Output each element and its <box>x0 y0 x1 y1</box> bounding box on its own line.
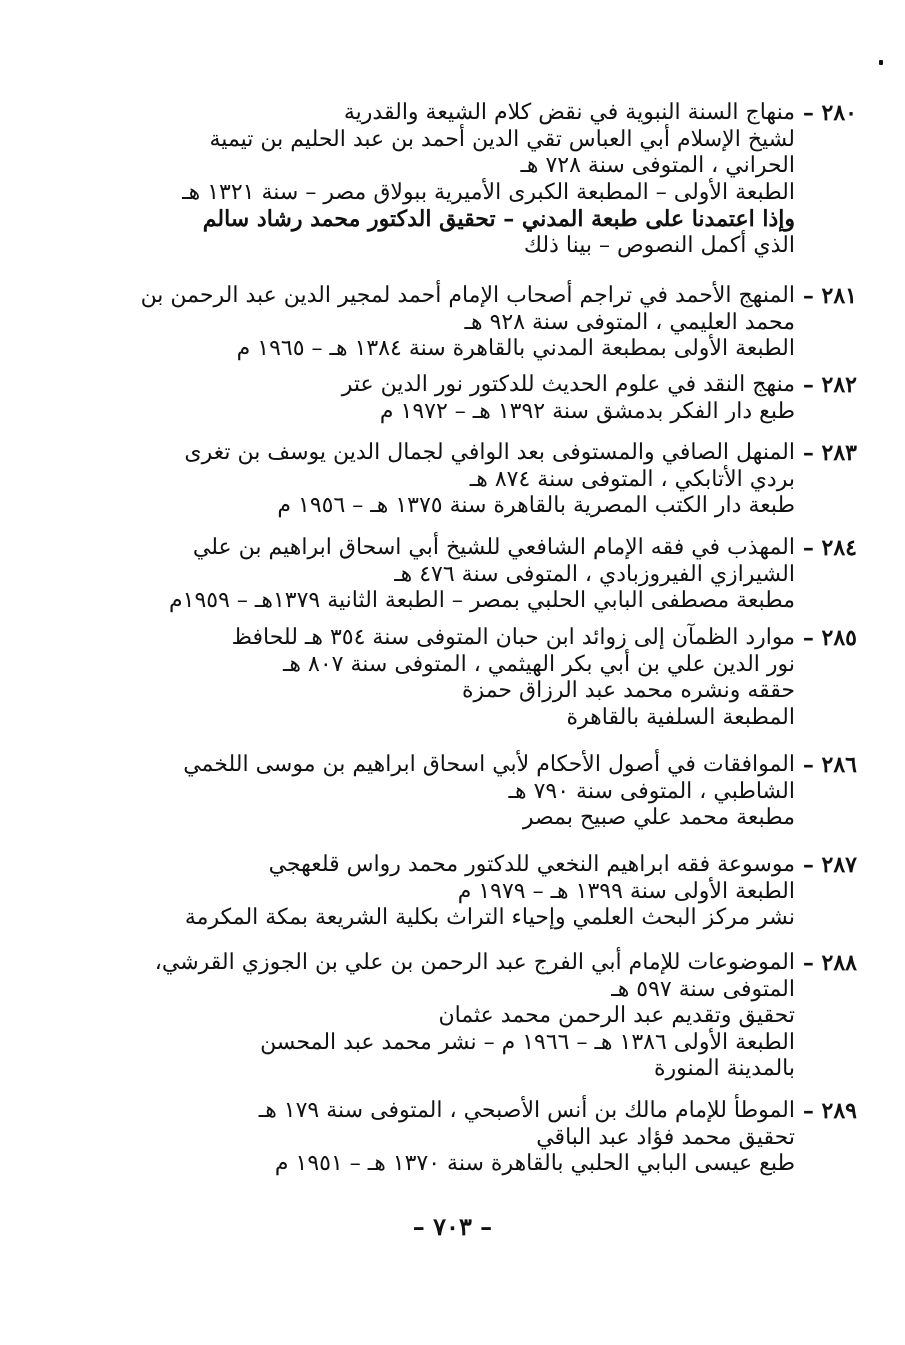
entry-line: طبع دار الفكر بدمشق سنة ١٣٩٢ هـ – ١٩٧٢ م <box>379 398 795 424</box>
bibliography-entry-284 <box>105 535 857 615</box>
entry-line: الطبعة الأولى ١٣٨٦ هـ – ١٩٦٦ م – نشر محمد عبد المحسن <box>260 1029 795 1055</box>
entry-line: نشر مركز البحث العلمي وإحياء التراث بكلية الشريعة بمكة المكرمة <box>184 905 795 930</box>
entry-number: ٢٨٥ – <box>802 625 857 651</box>
bibliography-entry-287 <box>105 852 857 932</box>
entry-line: تحقيق وتقديم عبد الرحمن محمد عثمان <box>438 1003 795 1028</box>
entry-line: المطبعة السلفية بالقاهرة <box>566 704 795 730</box>
entry-line: الذي أكمل النصوص – بينا ذلك <box>523 232 795 258</box>
entry-line: لشيخ الإسلام أبي العباس تقي الدين أحمد بن عبد الحليم بن تيمية <box>209 126 795 152</box>
bibliography-entry-285 <box>105 625 857 731</box>
entry-title: موسوعة فقه ابراهيم النخعي للدكتور محمد رواس قلعهجي <box>268 852 795 877</box>
bibliography-entry-288 <box>105 950 857 1083</box>
entry-line: بردي الأتابكي ، المتوفى سنة ٨٧٤ هـ <box>469 466 795 492</box>
page-number: – ٧٠٣ – <box>412 1212 493 1241</box>
entry-number: ٢٨٩ – <box>802 1098 857 1124</box>
entry-title: الموافقات في أصول الأحكام لأبي اسحاق ابراهيم بن موسى اللخمي <box>183 752 795 777</box>
entry-number: ٢٨٣ – <box>802 440 857 466</box>
entry-number: ٢٨٨ – <box>802 950 857 976</box>
entry-title: موارد الظمآن إلى زوائد ابن حبان المتوفى سنة ٣٥٤ هـ للحافظ <box>231 625 795 650</box>
bibliography-entry-281 <box>105 283 857 363</box>
bibliography-entry-286 <box>105 752 857 832</box>
entry-line: تحقيق محمد فؤاد عبد الباقي <box>536 1124 795 1150</box>
entry-line: الطبعة الأولى بمطبعة المدني بالقاهرة سنة ١٣٨٤ هـ – ١٩٦٥ م <box>236 336 795 361</box>
entry-title: الموطأ للإمام مالك بن أنس الأصبحي ، المتوفى سنة ١٧٩ هـ <box>258 1098 795 1123</box>
entry-line: الحراني ، المتوفى سنة ٧٢٨ هـ <box>520 153 795 178</box>
entry-line: بالمدينة المنورة <box>653 1056 795 1081</box>
entry-title: منهج النقد في علوم الحديث للدكتور نور الدين عتر <box>341 372 795 397</box>
entry-number: ٢٨٦ – <box>802 752 857 778</box>
entry-line: الشيرازي الفيروزبادي ، المتوفى سنة ٤٧٦ هـ <box>394 561 795 587</box>
entry-number: ٢٨٤ – <box>802 535 857 561</box>
entry-line: طبع عيسى البابي الحلبي بالقاهرة سنة ١٣٧٠ هـ – ١٩٥١ م <box>274 1151 795 1176</box>
bibliography-entry-282 <box>105 372 857 425</box>
entry-line: الشاطبي ، المتوفى سنة ٧٩٠ هـ <box>508 778 795 804</box>
entry-number: ٢٨١ – <box>802 283 857 309</box>
entry-line: الطبعة الأولى سنة ١٣٩٩ هـ – ١٩٧٩ م <box>457 878 795 904</box>
entry-line: حققه ونشره محمد عبد الرزاق حمزة <box>462 678 795 703</box>
entry-number: ٢٨٧ – <box>802 852 857 878</box>
entry-line: مطبعة محمد علي صبيح بمصر <box>522 805 795 830</box>
entry-title: منهاج السنة النبوية في نقض كلام الشيعة والقدرية <box>343 100 795 125</box>
bibliography-entry-283 <box>105 440 857 520</box>
bibliography-entry-280 <box>105 100 857 259</box>
margin-mark <box>879 60 883 65</box>
entry-number: ٢٨٢ – <box>802 372 857 398</box>
bibliography-entry-289 <box>105 1098 857 1178</box>
entry-line: مطبعة مصطفى البابي الحلبي بمصر – الطبعة الثانية ١٣٧٩هـ – ١٩٥٩م <box>169 588 795 613</box>
entry-number: ٢٨٠ – <box>802 100 857 126</box>
entry-line: طبعة دار الكتب المصرية بالقاهرة سنة ١٣٧٥ هـ – ١٩٥٦ م <box>277 493 795 518</box>
entry-line: محمد العليمي ، المتوفى سنة ٩٢٨ هـ <box>464 309 795 335</box>
entry-line: المتوفى سنة ٥٩٧ هـ <box>611 976 795 1002</box>
entry-line: الطبعة الأولى – المطبعة الكبرى الأميرية ببولاق مصر – سنة ١٣٢١ هـ <box>182 179 795 205</box>
entry-title: المهذب في فقه الإمام الشافعي للشيخ أبي اسحاق ابراهيم بن علي <box>192 535 795 560</box>
entry-line: وإذا اعتمدنا على طبعة المدني – تحقيق الدكتور محمد رشاد سالم <box>202 206 795 232</box>
entry-title: الموضوعات للإمام أبي الفرج عبد الرحمن بن علي بن الجوزي القرشي، <box>154 950 795 975</box>
entry-line: نور الدين علي بن أبي بكر الهيثمي ، المتوفى سنة ٨٠٧ هـ <box>282 651 795 677</box>
entry-title: المنهل الصافي والمستوفى بعد الوافي لجمال الدين يوسف بن تغرى <box>184 440 795 465</box>
entry-title: المنهج الأحمد في تراجم أصحاب الإمام أحمد لمجير الدين عبد الرحمن بن <box>140 283 795 308</box>
